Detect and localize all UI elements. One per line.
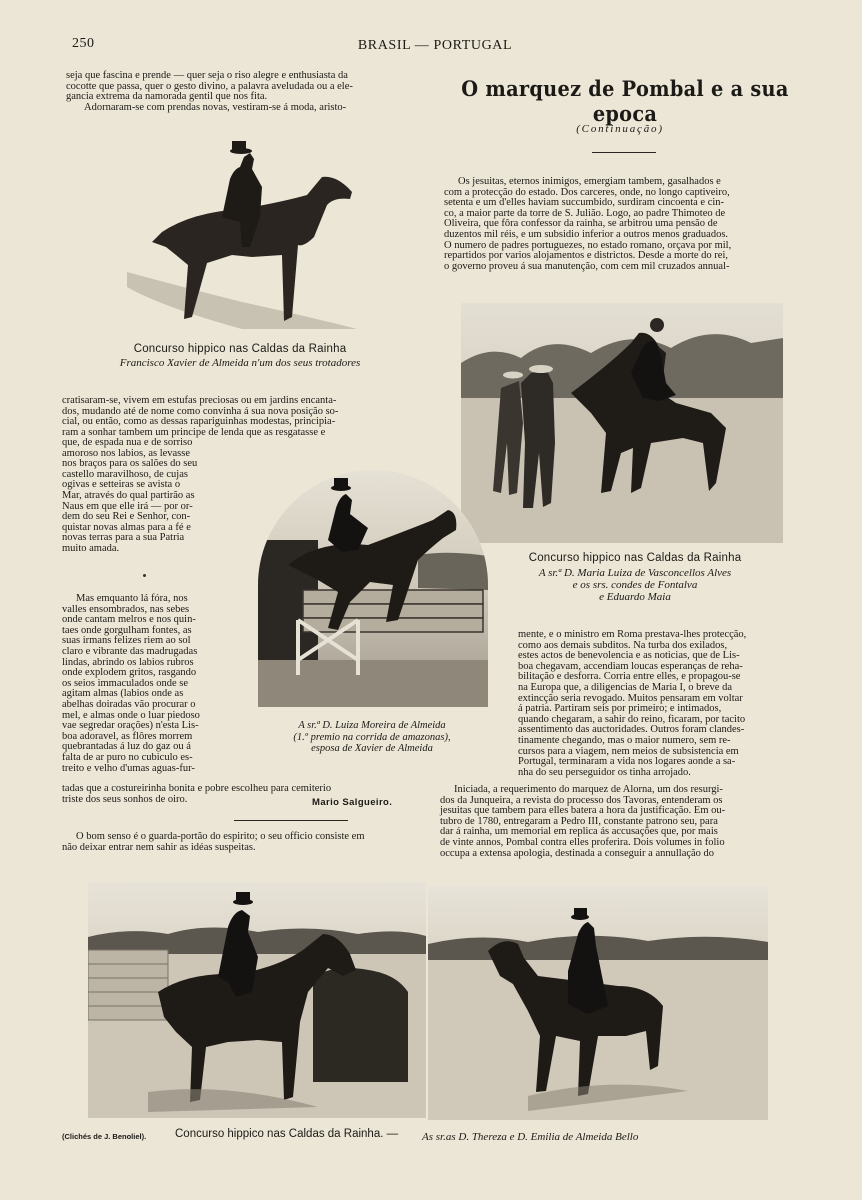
caption-line: esposa de Xavier de Almeida [311,743,433,754]
text-line: jesuitas que tambem para elles batera a hora da justificação. Em ou- [440,805,726,817]
caption-line: A sr.ª D. Maria Luiza de Vasconcellos Alves [538,567,732,579]
maxim-text [62,832,418,853]
text-line: cratisaram-se, vivem em estufas preciosas ou em jardins encanta- [62,395,337,406]
text-line: mel, e almas onde o luar piedoso [62,709,200,721]
text-line: extincção seria revogado. Muitos pensaram em voltar [518,692,743,704]
text-line: gancia extrema da namorada gentil que nos fita. [66,91,268,103]
text-line: lindas, abrindo os labios rubros [62,656,194,668]
section-rule [234,820,348,821]
text-line: abelhas doiradas vão procurar o [62,698,196,710]
page-number: 250 [72,36,95,51]
photo-bottom-left-rider [88,882,426,1118]
text-line: á patria. Partiram seis por primeiro; e intimados, [518,703,722,715]
text-line: não deixar entrar nem sahir as idéas suspeitas. [62,841,256,853]
text-line: boa chegavam, accendiam loucas esperanças de reha- [518,660,743,672]
photo3-caption-title: Concurso hippico nas Caldas da Rainha [528,552,742,564]
text-line: muito amada. [62,542,120,554]
caption-line: A sr.ª D. Luiza Moreira de Almeida [298,720,446,731]
text-line: cocotte que passa, quer o gesto divino, a palavra aveludada ou a ele- [66,80,353,92]
photo-rider-trotter [122,137,362,333]
text-line: cial, ou então, como as dessas rapariguinhas modestas, principia- [62,416,336,428]
text-line: co, a maior parte da torre de S. Julião. Logo, ao padre Thimoteo de [444,207,726,219]
text-line: repartidos por varios alojamentos e districtos. Desde a morte do rei, [444,250,729,262]
text-line: na Europa que, a diligencias de Maria I, o breve da [518,681,732,693]
article-paragraph-3 [440,785,802,859]
text-line: como aos demais subditos. Na turba dos exilados, [518,639,728,651]
text-line: cursos para a viagem, nem meios de subsistencia em [518,745,739,757]
left-top-text [66,71,424,113]
left-middle-text-wide [62,396,424,438]
text-line: Adornaram-se com prendas novas, vestiram-se á moda, aristo- [84,101,347,113]
text-line: triste dos seus sonhos de oiro. [62,793,188,805]
caption-line: (1.º premio na corrida de amazonas), [293,731,451,743]
text-line: mente, e o ministro em Roma prestava-lhes protecção, [518,629,747,640]
text-line: assentimento das auctoridades. Outros foram clandes- [518,724,745,736]
photo2-caption [262,720,482,755]
text-line: novas terras para a sua Patria [62,532,185,544]
text-line: vae segredar orações) n'esta Lis- [62,720,199,732]
photo1-caption-title: Concurso hippico nas Caldas da Rainha [133,343,347,355]
text-line: Portugal, terminaram a vida nos logares aonde a sa- [518,756,736,768]
text-line: dar á rainha, um memorial em replica ás accusações que, por mais [440,826,718,838]
photo1-caption-sub: Francisco Xavier de Almeida n'um dos seus trotadores [119,357,361,369]
article-title: O marquez de Pombal e a sua epoca [461,76,789,126]
photo-bottom-right-rider [428,886,768,1120]
author-signature: Mario Salgueiro. [312,797,393,808]
text-line: setenta e um d'elles haviam succumbido, surdiram cincoenta e cin- [444,197,725,209]
caption-line: e os srs. condes de Fontalva [572,579,698,591]
text-line: Os jesuitas, eternos inimigos, emergiam tambem, gasalhados e [458,176,721,187]
text-line: tadas que a costureirinha bonita e pobre escolheu para cemiterio [62,783,332,794]
text-line: dem do seu Rei e Senhor, con- [62,511,191,523]
text-line: estes actos de benevolencia e as noticias, que de Lis- [518,650,740,662]
left-bottom-text [62,594,230,774]
text-line: quando chegaram, a sahir do reino, ficaram, por tacito [518,713,746,725]
text-line: ram a sonhar tambem um principe de lenda que as resgatasse e [62,426,326,438]
text-line: nos braços para os salões do seu [62,458,198,470]
text-line: nha do seu perseguidor os tinha arrojado. [518,766,691,778]
text-line: de vinte annos, Pombal contra elles proferira. Dois volumes in folio [440,836,725,848]
title-rule [592,152,656,153]
text-line: seja que fascina e prende — quer seja o riso alegre e enthusiasta da [66,70,348,81]
text-line: ogivas e setteiras se avista o [62,479,181,491]
text-line: que, de espada nua e de sorriso [62,437,193,448]
text-line: duzentos mil réis, e um subsidio inferior a outros menos graduados. [444,228,729,240]
text-line: O numero de padres portuguezes, no estado romano, orçava por mil, [444,239,732,251]
photo-rider-with-counts [461,303,783,543]
text-line: O bom senso é o guarda-portão do espirito; o seu officio consiste em [76,831,365,842]
text-line: os seios immaculados onde se [62,677,188,689]
caption-line: e Eduardo Maia [599,591,671,603]
text-line: Mas emquanto lá fóra, nos [76,593,188,604]
text-line: Oliveira, que fôra confessor da rainha, se arbitrou uma pensão de [444,218,718,230]
text-line: dos, mudando até de nome como convinha á sua nova posição so- [62,405,339,417]
text-line: boa adoravel, as flôres morrem [62,730,193,742]
section-dot [143,574,146,577]
text-line: Iniciada, a requerimento do marquez de Alorna, um dos resurgi- [454,784,723,795]
text-line: suas irmans felizes riem ao sol [62,635,191,647]
article-paragraph-2 [518,630,802,778]
article-paragraph-1 [444,177,804,272]
photo-jumping-horse [258,470,488,707]
bottom-caption-title: Concurso hippico nas Caldas da Rainha. — [175,1128,399,1140]
photo3-caption-line [470,567,800,603]
text-line: agitam almas (labios onde as [62,688,184,700]
photo-credit: (Clichés de J. Benoliel). [62,1132,147,1141]
text-line: quebrantadas á luz do gaz ou á [62,741,191,753]
text-line: treito e velho d'umas aguas-fur- [62,762,195,774]
text-line: bilitação e desforra. Corria entre elles, e propagou-se [518,671,741,683]
text-line: tinamente chegando, mas o maior numero, sem re- [518,734,731,746]
text-line: amoroso nos labios, as levasse [62,447,191,459]
text-line: occupa a extensa apologia, destinada a conseguir a annullação do [440,847,715,859]
text-line: taes onde gorgulham fontes, as [62,624,192,636]
left-middle-text-narrow [62,438,242,555]
text-line: com a protecção do estado. Dos carceres, onde, no longo captiveiro, [444,186,730,198]
text-line: tubro de 1780, entregaram a Pedro III, constante patrono seu, para [440,815,718,827]
text-line: claro e vibrante das madrugadas [62,645,198,657]
text-line: onde explodem gritos, rasgando [62,667,197,679]
running-title: BRASIL — PORTUGAL [357,38,513,53]
text-line: Mar, através do qual partirão as [62,489,195,501]
text-line: quistar novas almas para a fé e [62,521,191,533]
article-continuation: (Continuação) [576,123,664,135]
bottom-caption-italic: As sr.as D. Thereza e D. Emilia de Almeida Bello [422,1131,639,1143]
text-line: valles ensombrados, nas sebes [62,603,190,615]
text-line: Naus em que elle irá — por or- [62,500,193,512]
text-line: o governo proveu á sua manutenção, com cem mil cruzados annual- [444,260,730,272]
text-line: falta de ar puro no cubiculo es- [62,751,193,763]
text-line: onde cantam melros e nos quin- [62,614,196,626]
text-line: castello maravilhoso, de cujas [62,468,188,480]
text-line: dos da Junqueira, a revista do processo dos Tavoras, entenderam os [440,794,723,806]
